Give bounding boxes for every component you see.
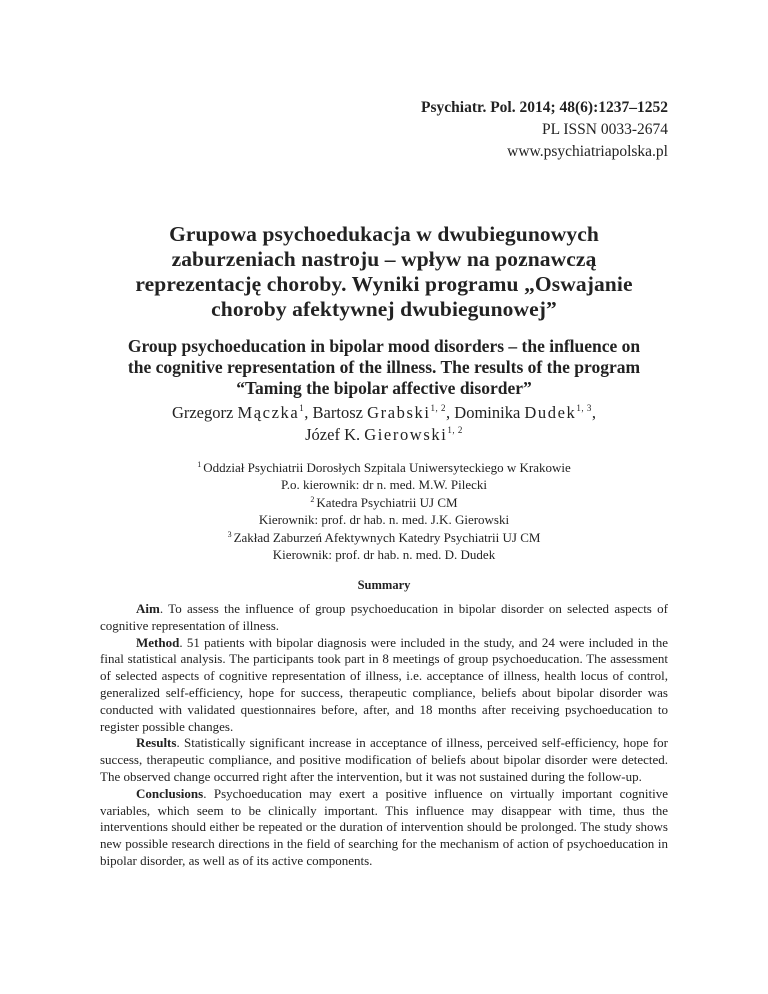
journal-website: www.psychiatriapolska.pl — [507, 143, 668, 160]
section-text: . Statistically significant increase in acceptance of illness, perceived self-efficiency, hope for success, therapeutic compliance, and positive modification of beliefs about bipolar disorder were detected. The observed change occurred right after the intervention, but it was not sustained during the follow-up. — [100, 735, 668, 784]
author-last-name: Grabski — [367, 403, 431, 422]
author-first-name: Bartosz — [312, 403, 363, 422]
affiliation-name: Oddział Psychiatrii Dorosłych Szpitala Uniwersyteckiego w Krakowie — [203, 460, 571, 475]
affiliation-number: 3 — [227, 529, 232, 539]
section-label: Method — [136, 634, 180, 650]
author-affiliation-mark: 1, 2 — [430, 403, 447, 413]
section-text: . 51 patients with bipolar diagnosis were included in the study, and 24 were included in the final statistical analysis. The participants took part in 8 meetings of group psychoeducation. The assessment of selected aspects of cognitive representation of illness, i.e. acceptance of illness, health locus of control, generalized self-efficiency, hope for success, therapeutic compliance, beliefs about bipolar disorder was conducted with validated questionnaires before, after, and 18 months after receiving psychoeducation to register possible changes. — [100, 634, 668, 734]
summary-section-results — [100, 735, 668, 785]
affiliation-name-line — [100, 459, 668, 476]
affiliation-head: Kierownik: prof. dr hab. n. med. D. Dudek — [272, 547, 496, 563]
author-last-name: Mączka — [237, 403, 300, 422]
author-separator: , — [304, 403, 313, 422]
summary-section-conclusions — [100, 786, 668, 870]
section-text: . Psychoeducation may exert a positive influence on virtually important cognitive variables, which seem to be clinically important. This influence may disappear with time, thus the interventions should either be repeated or the duration of intervention should be prolonged. The study shows new possible research directions in the field of searching for the mechanism of action of psychoeducation in bipolar disorder, as well as of its active components. — [100, 785, 668, 868]
summary-heading: Summary — [357, 578, 411, 592]
author-first-name: Dominika — [454, 403, 521, 422]
section-text: . To assess the influence of group psychoeducation in bipolar disorder on selected aspects of cognitive representation of illness. — [100, 601, 668, 633]
author-separator: , — [591, 403, 597, 422]
affiliation-list — [100, 459, 668, 563]
affiliation-number: 2 — [310, 494, 315, 504]
summary-body — [100, 601, 668, 870]
author-affiliation-mark: 1 — [299, 403, 305, 413]
title-polish — [100, 222, 668, 322]
author-last-name: Dudek — [524, 403, 577, 422]
title-polish-line: reprezentację choroby. Wyniki programu „Oswajanie — [135, 272, 633, 296]
summary-section-aim — [100, 601, 668, 635]
author-last-name: Gierowski — [364, 425, 448, 444]
author-separator: , — [446, 403, 455, 422]
journal-issn: PL ISSN 0033-2674 — [541, 121, 668, 138]
section-label: Conclusions — [136, 785, 204, 801]
author-first-name: Józef K. — [305, 425, 361, 444]
affiliation-name: Zakład Zaburzeń Afektywnych Katedry Psychiatrii UJ CM — [233, 529, 541, 545]
affiliation-head: Kierownik: prof. dr hab. n. med. J.K. Gierowski — [258, 512, 510, 528]
author-first-name: Grzegorz — [171, 403, 234, 422]
journal-header — [421, 97, 668, 163]
affiliation-number: 1 — [197, 460, 202, 469]
section-label: Results — [136, 735, 177, 751]
title-english-line: “Taming the bipolar affective disorder” — [236, 378, 532, 398]
author-affiliation-mark: 1, 3 — [576, 403, 592, 413]
title-english-line: the cognitive representation of the illness. The results of the program — [127, 357, 641, 377]
title-polish-line: Grupowa psychoedukacja w dwubiegunowych — [169, 222, 599, 246]
title-polish-line: choroby afektywnej dwubiegunowej” — [211, 297, 557, 321]
affiliation-name: Katedra Psychiatrii UJ CM — [316, 494, 458, 510]
section-label: Aim — [136, 601, 160, 616]
summary-section-method — [100, 635, 668, 736]
title-english-line: Group psychoeducation in bipolar mood disorders – the influence on — [127, 336, 641, 356]
title-english — [96, 336, 672, 399]
author-affiliation-mark: 1, 2 — [447, 425, 463, 435]
author-list — [100, 402, 668, 446]
journal-citation: Psychiatr. Pol. 2014; 48(6):1237–1252 — [421, 99, 668, 116]
affiliation-head: P.o. kierownik: dr n. med. M.W. Pilecki — [280, 477, 488, 493]
affiliation-name-line — [100, 529, 668, 546]
affiliation-name-line — [100, 494, 668, 511]
title-polish-line: zaburzeniach nastroju – wpływ na poznawczą — [171, 247, 597, 271]
